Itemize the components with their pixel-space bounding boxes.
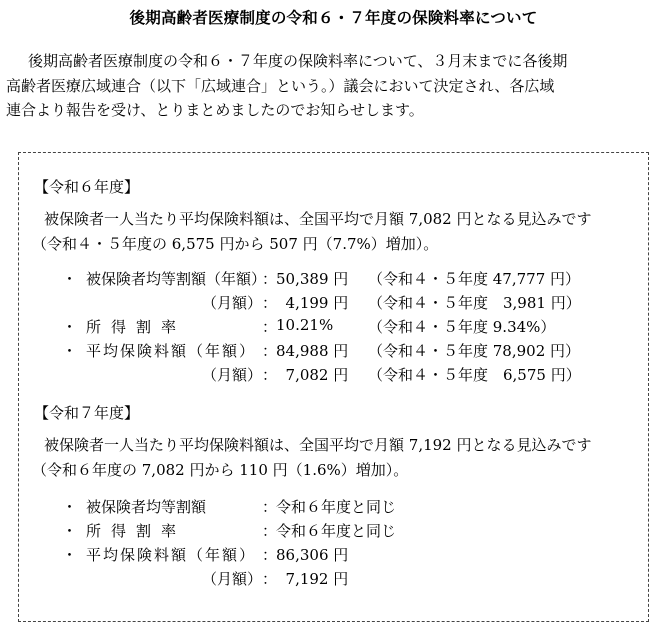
intro-line: 高齢者医療広域連合（以下「広域連合」という。）議会において決定され、各広域 xyxy=(6,76,555,95)
row-label: 所得割率 xyxy=(86,318,187,336)
row-compare: （令和４・５年度 9.34%） xyxy=(368,318,556,336)
bullet: ・ xyxy=(62,522,78,540)
r7-heading: 【令和７年度】 xyxy=(34,404,140,422)
bullet: ・ xyxy=(62,270,78,288)
row-colon: ： xyxy=(262,522,278,540)
row-value: 令和６年度と同じ xyxy=(276,498,397,516)
row-colon: ： xyxy=(262,546,278,564)
row-label: （月額） xyxy=(202,570,263,588)
row-value: 7,082 円 xyxy=(276,366,349,384)
row-value: 10.21% xyxy=(276,316,334,334)
intro-line: 連合より報告を受け、とりまとめましたのでお知らせします。 xyxy=(6,101,424,119)
row-colon: ： xyxy=(262,270,278,288)
r6-para-line: 被保険者一人当たり平均保険料額は、全国平均で月額 7,082 円となる見込みです xyxy=(44,210,592,228)
row-label: （月額） xyxy=(202,366,263,384)
row-colon: ： xyxy=(262,294,278,312)
row-colon: ： xyxy=(262,318,278,336)
row-colon: ： xyxy=(262,498,278,516)
row-label: 所得割率 xyxy=(86,522,187,540)
row-value: 50,389 円 xyxy=(276,270,349,288)
row-value: 令和６年度と同じ xyxy=(276,522,397,540)
row-colon: ： xyxy=(262,366,278,384)
page-title: 後期高齢者医療制度の令和６・７年度の保険料率について xyxy=(129,9,538,27)
r7-para-line: 被保険者一人当たり平均保険料額は、全国平均で月額 7,192 円となる見込みです xyxy=(44,436,592,454)
row-value: 4,199 円 xyxy=(276,294,349,312)
row-colon: ： xyxy=(262,570,278,588)
row-compare: （令和４・５年度 78,902 円） xyxy=(368,342,581,360)
row-value: 84,988 円 xyxy=(276,342,349,360)
row-compare: （令和４・５年度 47,777 円） xyxy=(368,270,581,288)
bullet: ・ xyxy=(62,498,78,516)
bullet: ・ xyxy=(62,342,78,360)
row-compare: （令和４・５年度 3,981 円） xyxy=(368,294,581,312)
r7-para-line: （令和６年度の 7,082 円から 110 円（1.6%）増加）。 xyxy=(32,460,409,479)
row-value: 86,306 円 xyxy=(276,546,349,564)
intro-line: 後期高齢者医療制度の令和６・７年度の保険料率について、３月末までに各後期 xyxy=(28,52,568,70)
row-label: 平均保険料額（年額） xyxy=(86,342,257,360)
row-label: （月額） xyxy=(202,294,263,312)
bullet: ・ xyxy=(62,318,78,336)
row-value: 7,192 円 xyxy=(276,570,349,588)
intro-paragraph xyxy=(6,49,656,123)
row-label: 被保険者均等割額（年額） xyxy=(86,270,267,288)
r6-paragraph xyxy=(32,207,657,256)
row-label: 被保険者均等割額 xyxy=(86,498,207,516)
row-compare: （令和４・５年度 6,575 円） xyxy=(368,366,581,384)
bullet: ・ xyxy=(62,546,78,564)
row-label: 平均保険料額（年額） xyxy=(86,546,257,564)
r7-paragraph xyxy=(32,433,657,482)
r6-heading: 【令和６年度】 xyxy=(34,178,140,196)
row-colon: ： xyxy=(262,342,278,360)
r6-para-line: （令和４・５年度の 6,575 円から 507 円（7.7%）増加）。 xyxy=(32,234,439,253)
